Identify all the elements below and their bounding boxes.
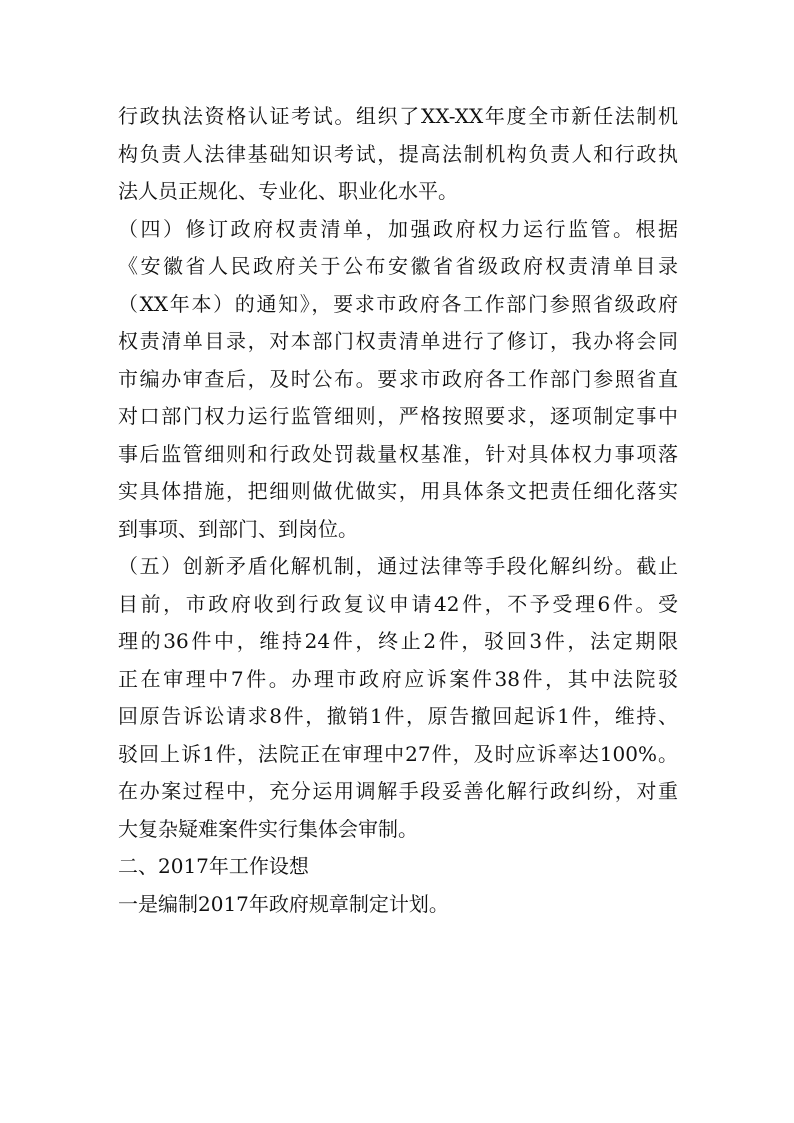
text-line: 正在审理中7件。办理市政府应诉案件38件，其中法院驳 xyxy=(118,666,678,691)
text-line: 权责清单目录，对本部门权责清单进行了修订，我办将会同 xyxy=(118,329,678,353)
text-line: 一是编制2017年政府规章制定计划。 xyxy=(118,891,449,916)
chapter-heading: 二、2017年工作设想 xyxy=(118,854,309,878)
section-heading-line: （四）修订政府权责清单，加强政府权力运行监管。根据 xyxy=(118,216,678,241)
text-line: 驳回上诉1件，法院正在审理中27件，及时应诉率达100%。 xyxy=(118,741,678,766)
text-line: 市编办审查后，及时公布。要求市政府各工作部门参照省直 xyxy=(118,366,678,391)
text-line: 大复杂疑难案件实行集体会审制。 xyxy=(118,816,418,841)
text-line: 行政执法资格认证考试。组织了XX-XX年度全市新任法制机 xyxy=(118,104,678,128)
text-line: 在办案过程中，充分运用调解手段妥善化解行政纠纷，对重 xyxy=(118,779,678,803)
text-line: 《安徽省人民政府关于公布安徽省省级政府权责清单目录 xyxy=(118,254,678,278)
text-line: 理的36件中，维持24件，终止2件，驳回3件，法定期限 xyxy=(118,629,678,653)
document-body xyxy=(118,98,678,923)
text-line: （XX年本）的通知》，要求市政府各工作部门参照省级政府 xyxy=(118,291,678,316)
text-line: 回原告诉讼请求8件，撤销1件，原告撤回起诉1件，维持、 xyxy=(118,704,678,728)
text-line: 构负责人法律基础知识考试，提高法制机构负责人和行政执 xyxy=(118,141,678,166)
text-line: 实具体措施，把细则做优做实，用具体条文把责任细化落实 xyxy=(118,479,678,503)
text-line: 法人员正规化、专业化、职业化水平。 xyxy=(118,179,458,203)
text-line: 对口部门权力运行监管细则，严格按照要求，逐项制定事中 xyxy=(118,404,678,428)
text-line: 到事项、到部门、到岗位。 xyxy=(118,516,358,541)
text-line: 事后监管细则和行政处罚裁量权基准，针对具体权力事项落 xyxy=(118,441,678,466)
text-line: 目前，市政府收到行政复议申请42件，不予受理6件。受 xyxy=(118,591,678,616)
section-heading-line: （五）创新矛盾化解机制，通过法律等手段化解纠纷。截止 xyxy=(118,554,678,578)
